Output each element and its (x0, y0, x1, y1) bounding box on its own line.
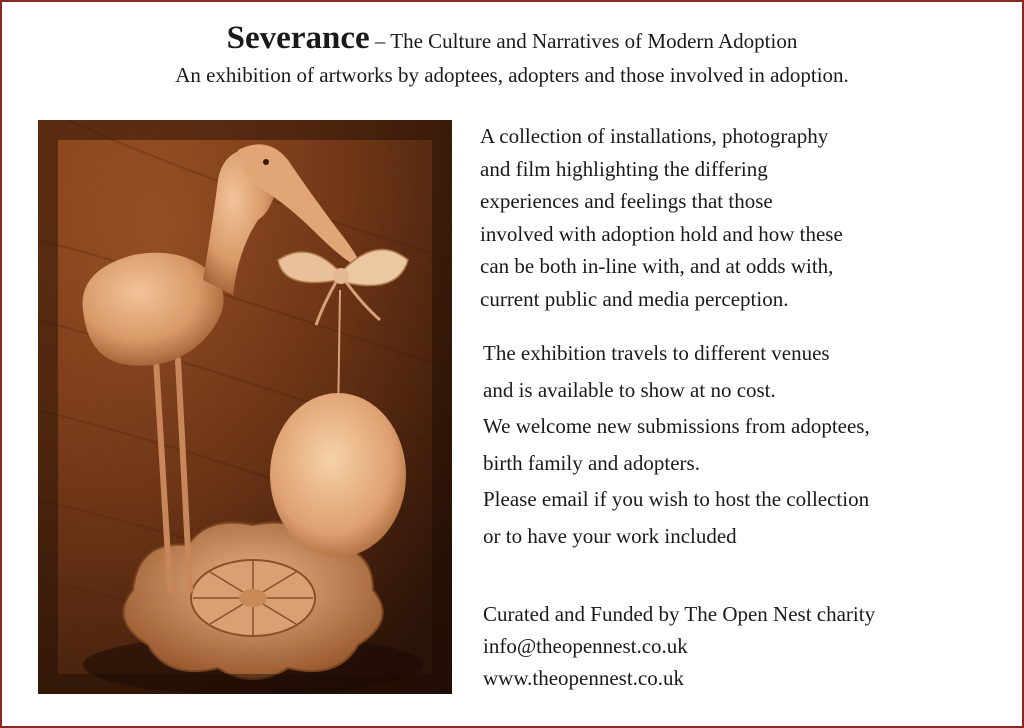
stork-eye (263, 159, 269, 165)
flyer-header (2, 20, 1022, 89)
intro-line: A collection of installations, photography (480, 124, 829, 148)
credits-block (483, 598, 1003, 694)
intro-paragraph (480, 120, 1000, 315)
intro-line: involved with adoption hold and how these (480, 221, 843, 246)
intro-line: and film highlighting the differing (480, 156, 768, 181)
intro-line: current public and media perception. (480, 286, 789, 311)
exhibition-subtitle: An exhibition of artworks by adoptees, adopters and those involved in adoption. (175, 63, 849, 87)
intro-line: experiences and feelings that those (480, 189, 773, 213)
travels-line: Please email if you wish to host the collection (483, 487, 870, 511)
website-url: www.theopennest.co.uk (483, 666, 685, 690)
contact-email: info@theopennest.co.uk (483, 634, 688, 658)
intro-line: can be both in-line with, and at odds with, (480, 254, 834, 278)
exhibition-title-suffix: – The Culture and Narratives of Modern Adoption (369, 29, 798, 53)
stork-figurine-illustration (38, 120, 452, 694)
travels-line: and is available to show at no cost. (483, 377, 776, 402)
travels-line: We welcome new submissions from adoptees, (483, 414, 870, 438)
travels-line: birth family and adopters. (483, 450, 700, 475)
travels-line: or to have your work included (483, 523, 737, 548)
title-line (2, 20, 1022, 59)
travels-line: The exhibition travels to different venues (483, 341, 830, 365)
exhibition-title: Severance (226, 20, 370, 56)
travels-paragraph (483, 335, 1003, 554)
curator-credit: Curated and Funded by The Open Nest charity (483, 602, 876, 626)
baby-bundle (270, 393, 406, 557)
stork-figurine-photo (38, 120, 452, 694)
